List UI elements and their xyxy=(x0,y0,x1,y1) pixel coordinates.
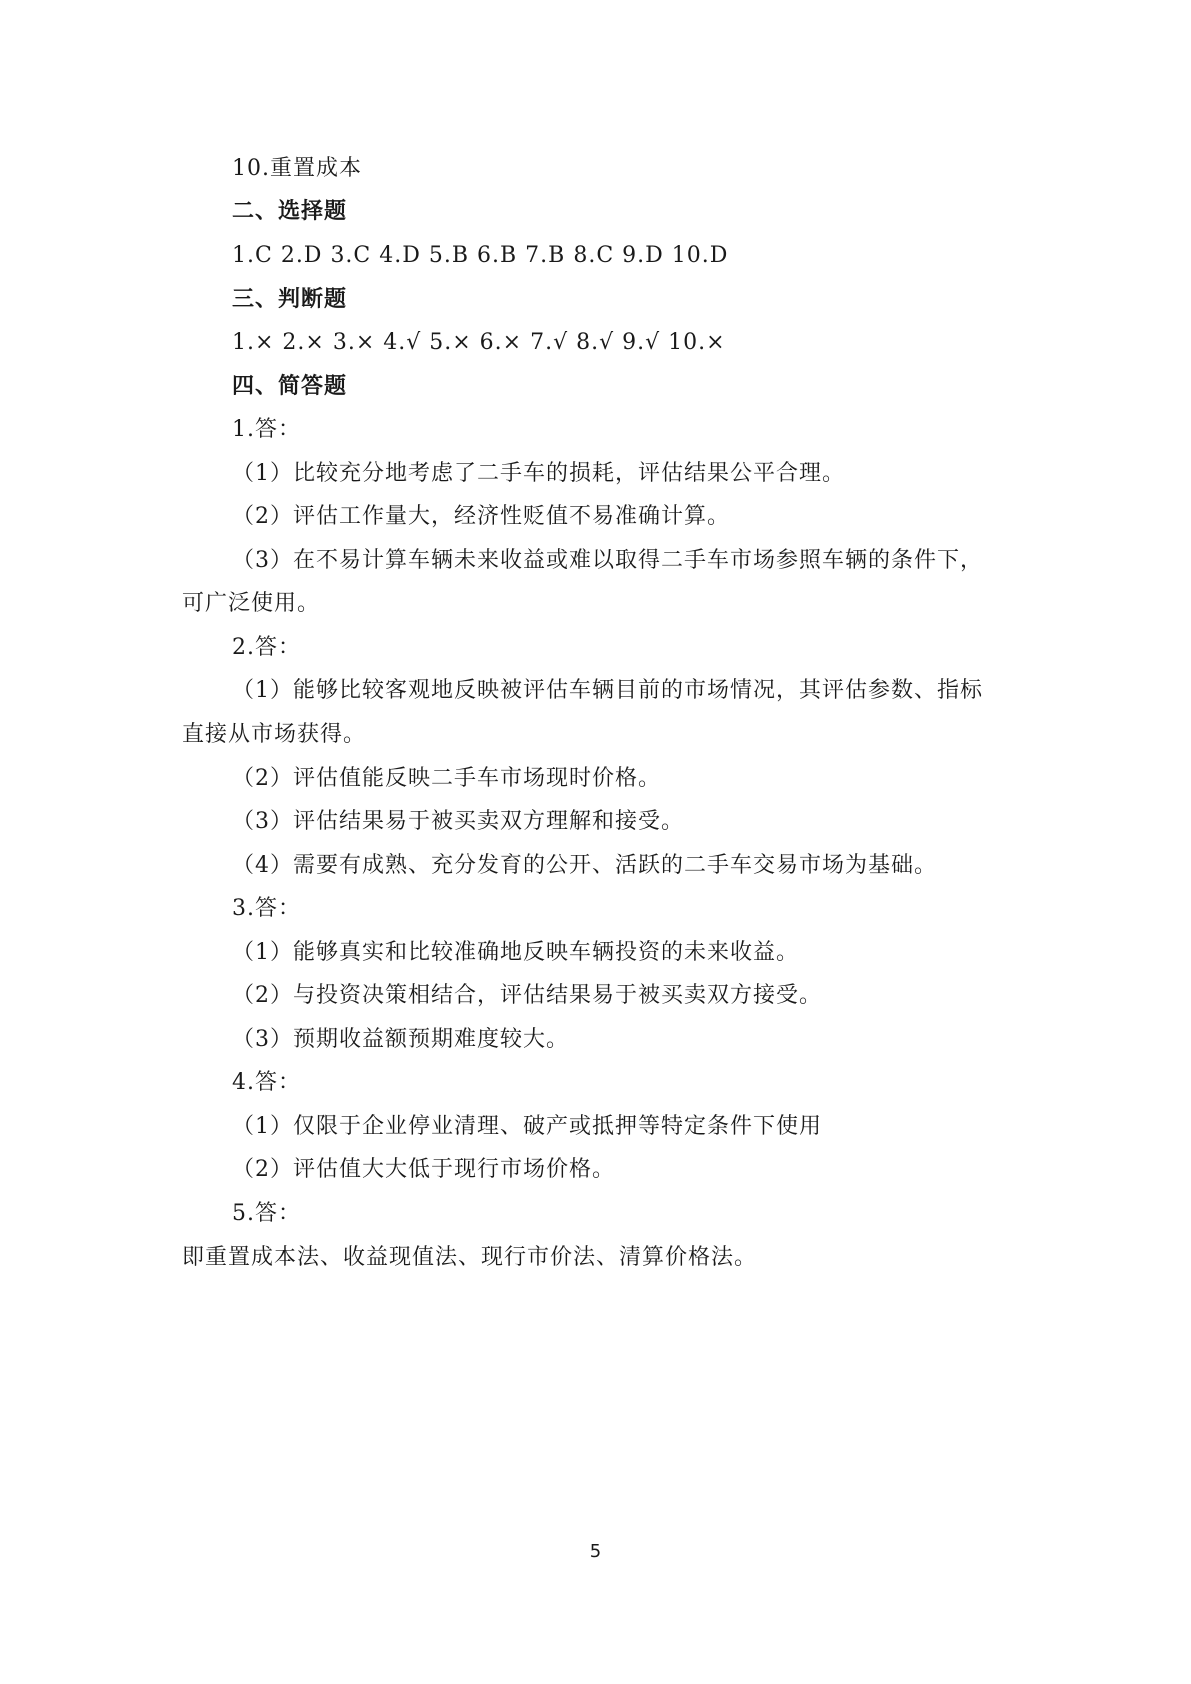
answer-5-label: 5.答： xyxy=(232,1201,301,1226)
answer-2-point-4: （4）需要有成熟、充分发育的公开、活跃的二手车交易市场为基础。 xyxy=(232,853,937,878)
answer-4-label: 4.答： xyxy=(232,1070,301,1095)
answer-3-point-1: （1）能够真实和比较准确地反映车辆投资的未来收益。 xyxy=(232,940,799,965)
choice-answers: 1.C 2.D 3.C 4.D 5.B 6.B 7.B 8.C 9.D 10.D xyxy=(232,243,729,268)
answer-3-point-2: （2）与投资决策相结合，评估结果易于被买卖双方接受。 xyxy=(232,983,822,1008)
answer-2-point-1: （1）能够比较客观地反映被评估车辆目前的市场情况，其评估参数、指标 xyxy=(232,678,983,703)
section-heading-short-answer: 四、简答题 xyxy=(232,374,348,399)
answer-2-point-1-cont: 直接从市场获得。 xyxy=(182,722,367,747)
answer-4-point-2: （2）评估值大大低于现行市场价格。 xyxy=(232,1157,615,1182)
page-number: 5 xyxy=(589,1541,602,1562)
answer-line-fill-10: 10.重置成本 xyxy=(232,156,362,181)
answer-1-point-2: （2）评估工作量大，经济性贬值不易准确计算。 xyxy=(232,504,730,529)
answer-3-point-3: （3）预期收益额预期难度较大。 xyxy=(232,1027,569,1052)
answer-3-label: 3.答： xyxy=(232,896,301,921)
answer-5-text: 即重置成本法、收益现值法、现行市价法、清算价格法。 xyxy=(182,1245,758,1270)
answer-1-label: 1.答： xyxy=(232,417,301,442)
answer-1-point-3-cont: 可广泛使用。 xyxy=(182,591,321,616)
judgment-answers: 1.× 2.× 3.× 4.√ 5.× 6.× 7.√ 8.√ 9.√ 10.× xyxy=(232,330,726,355)
answer-4-point-1: （1）仅限于企业停业清理、破产或抵押等特定条件下使用 xyxy=(232,1114,822,1139)
answer-2-label: 2.答： xyxy=(232,635,301,660)
section-heading-judgment: 三、判断题 xyxy=(232,287,348,312)
answer-1-point-3: （3）在不易计算车辆未来收益或难以取得二手车市场参照车辆的条件下， xyxy=(232,548,983,573)
answer-2-point-2: （2）评估值能反映二手车市场现时价格。 xyxy=(232,766,661,791)
answer-2-point-3: （3）评估结果易于被买卖双方理解和接受。 xyxy=(232,809,684,834)
answer-1-point-1: （1）比较充分地考虑了二手车的损耗，评估结果公平合理。 xyxy=(232,461,845,486)
section-heading-choice: 二、选择题 xyxy=(232,199,348,224)
